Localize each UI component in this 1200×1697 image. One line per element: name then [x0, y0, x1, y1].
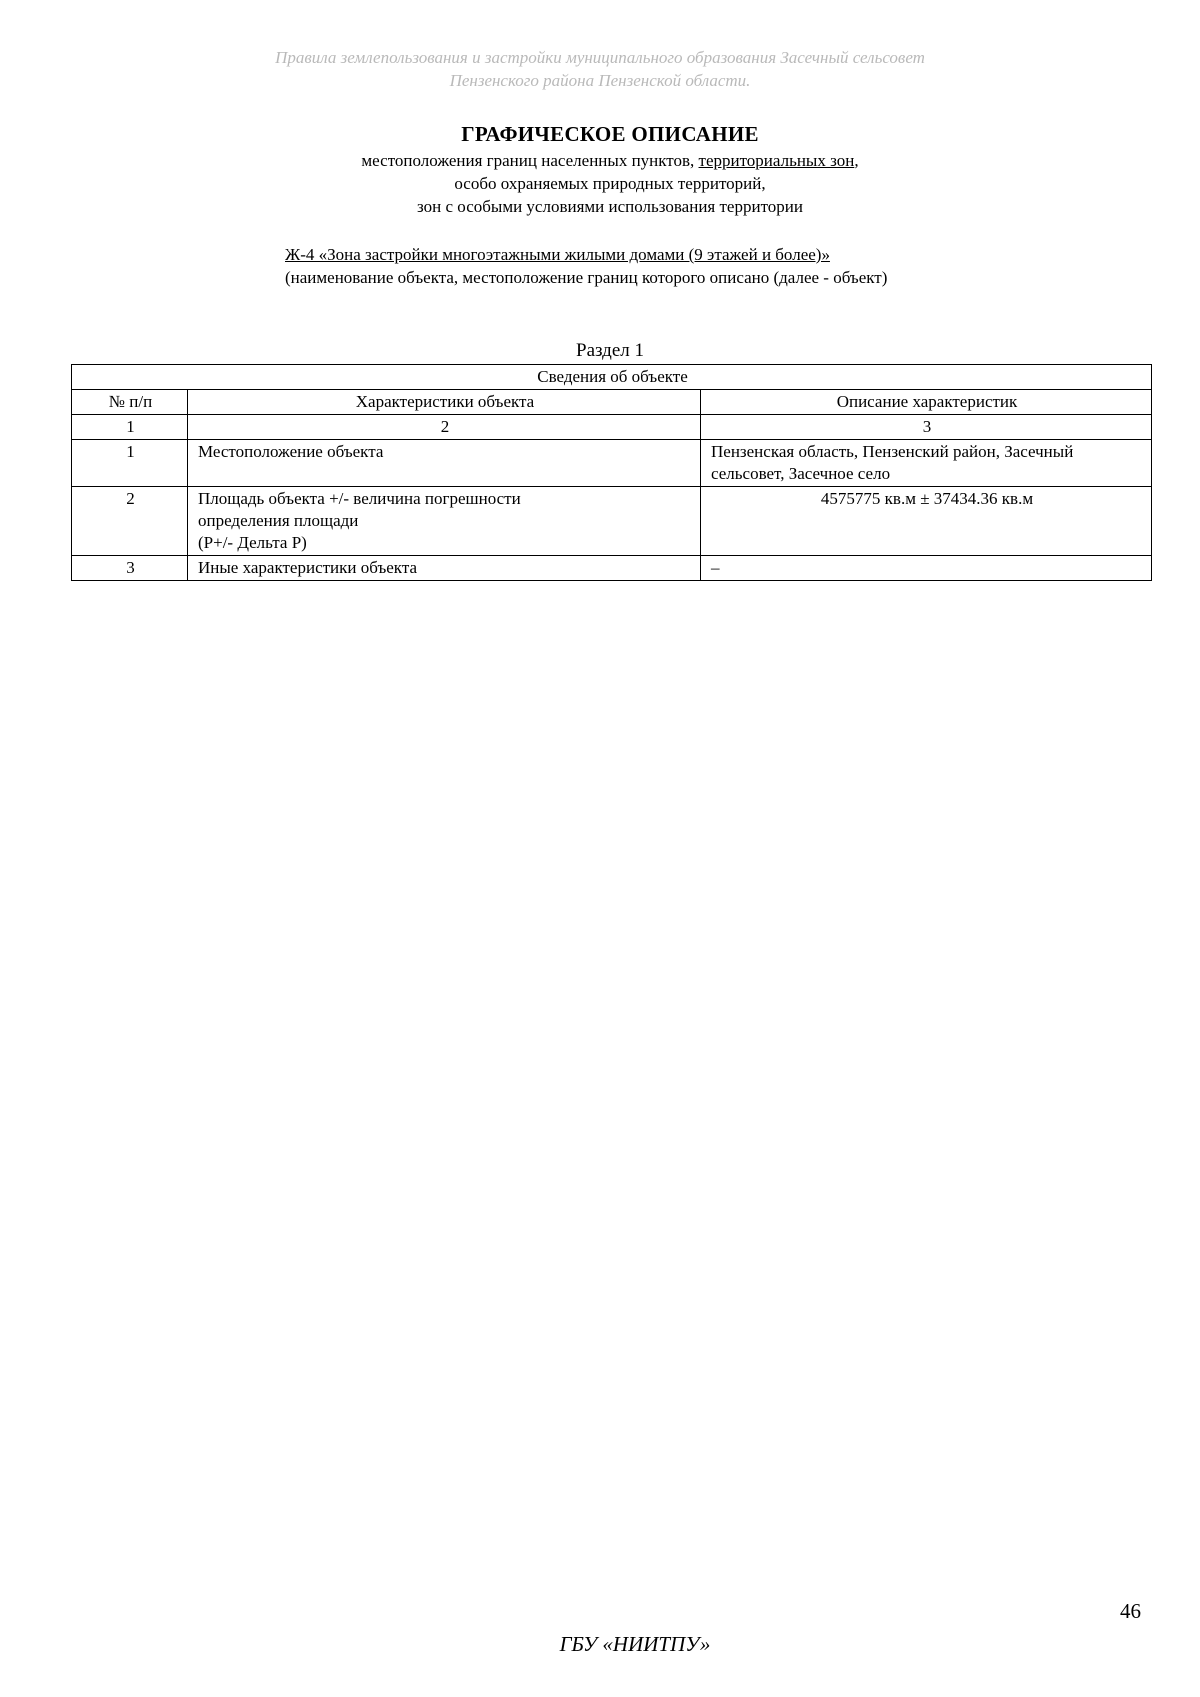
table-row: [72, 556, 1152, 581]
row-characteristic: [188, 487, 701, 556]
characteristic-line: Местоположение объекта: [198, 442, 384, 461]
column-number: 2: [188, 415, 701, 440]
subtitle-line-3: зон с особыми условиями использования территории: [417, 197, 803, 216]
row-number: 1: [72, 440, 188, 487]
header-description: Описание характеристик: [701, 390, 1152, 415]
object-caption: (наименование объекта, местоположение границ которого описано (далее - объект): [285, 268, 888, 287]
row-description: [701, 440, 1152, 487]
footer-organization: ГБУ «НИИТПУ»: [559, 1632, 711, 1656]
subtitle-line-1-text: местоположения границ населенных пунктов,: [361, 151, 699, 170]
row-characteristic: [188, 440, 701, 487]
description-line: Пензенская область, Пензенский район, Засечный: [711, 442, 1074, 461]
row-number: 2: [72, 487, 188, 556]
table-row: [72, 440, 1152, 487]
column-number: 3: [701, 415, 1152, 440]
table-row: [72, 487, 1152, 556]
row-description: [701, 556, 1152, 581]
table-caption-row: [72, 365, 1152, 390]
header-num: № п/п: [72, 390, 188, 415]
running-header-line-2: Пензенского района Пензенской области.: [449, 71, 751, 90]
row-number: 3: [72, 556, 188, 581]
description-line: сельсовет, Засечное село: [711, 464, 891, 483]
characteristic-line: определения площади: [198, 511, 359, 530]
column-numbers-row: [72, 415, 1152, 440]
object-name: Ж-4 «Зона застройки многоэтажными жилыми домами (9 этажей и более)»: [285, 245, 830, 264]
description-line: –: [711, 558, 720, 577]
page-number: 46: [1120, 1599, 1141, 1623]
running-header: [0, 46, 1200, 92]
subtitle-line-1-comma: ,: [854, 151, 859, 170]
row-description: [701, 487, 1152, 556]
section-title: Раздел 1: [576, 340, 644, 361]
column-number: 1: [72, 415, 188, 440]
characteristic-line: Иные характеристики объекта: [198, 558, 418, 577]
subtitle-territorial-zones: территориальных зон: [698, 151, 855, 170]
running-header-line-1: Правила землепользования и застройки муниципального образования Засечный сельсовет: [275, 48, 925, 67]
description-line: 4575775 кв.м ± 37434.36 кв.м: [820, 489, 1034, 508]
row-characteristic: [188, 556, 701, 581]
subtitle-line-1: [0, 149, 1200, 172]
document-title: ГРАФИЧЕСКОЕ ОПИСАНИЕ: [461, 122, 759, 146]
characteristic-line: (P+/- Дельта P): [198, 533, 307, 552]
object-info-table: [71, 364, 1152, 581]
table-caption: Сведения об объекте: [72, 365, 1152, 390]
subtitle-line-2: особо охраняемых природных территорий,: [454, 174, 766, 193]
document-subtitle: [0, 149, 1200, 218]
table-header-row: [72, 390, 1152, 415]
object-block: [285, 243, 887, 289]
header-characteristic: Характеристики объекта: [188, 390, 701, 415]
characteristic-line: Площадь объекта +/- величина погрешности: [198, 489, 521, 508]
